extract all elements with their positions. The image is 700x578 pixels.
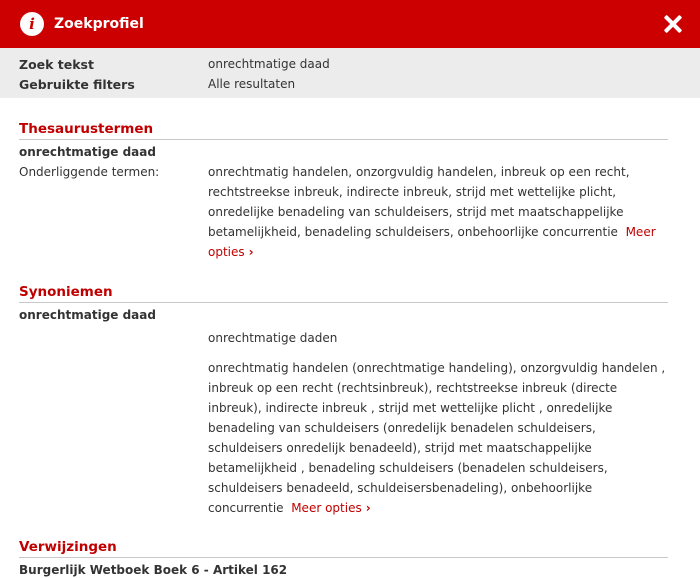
synonyms-list: onrechtmatig handelen (onrechtmatige handeling), onzorgvuldig handelen , inbreuk op een recht (rechtsinbreuk), rechtstreekse inbreuk (directe inbreuk), indirecte inbreuk , strijd met wettelijke plicht , onredelijke benadeling van schuldeisers (onredelijk benadelen schuldeisers, schuldeisers onredelijk benadeeld), strijd met maatschappelijke betamelijkheid , benadeling schuldeisers (benadelen schuldeisers, schuldeisers benadeeld, schuldeisersbenadeling), onbehoorlijke concurrentie (208, 361, 666, 515)
synonyms-line2 (208, 358, 668, 518)
filters-label: Gebruikte filters (19, 76, 135, 92)
synonyms-more-options-link[interactable] (291, 501, 370, 515)
search-text-value: onrechtmatige daad (208, 57, 330, 71)
thesaurus-term: onrechtmatige daad (19, 145, 156, 159)
subterms-list: onrechtmatig handelen, onzorgvuldig handelen, inbreuk op een recht, rechtstreekse inbreuk, indirecte inbreuk, strijd met wettelijke plicht, onredelijke benadeling van schuldeisers, strijd met maatschappelijke betamelijkheid, benadeling schuldeisers, onbehoorlijke concurrentie (208, 165, 630, 239)
synonyms-line2-row (19, 358, 668, 518)
thesaurus-subterms-row (19, 162, 668, 262)
reference-item[interactable]: Burgerlijk Wetboek Boek 6 - Artikel 162 (19, 563, 288, 577)
filters-value: Alle resultaten (208, 77, 296, 91)
synonyms-line1-row (19, 328, 668, 348)
synonyms-line1: onrechtmatige daden (208, 331, 338, 345)
chevron-right-icon: › (248, 245, 254, 259)
dialog-header (0, 0, 700, 48)
subterms-label: Onderliggende termen: (19, 165, 160, 179)
profile-row-search-text (0, 48, 700, 74)
profile-row-filters (0, 74, 700, 94)
references-title: Verwijzingen (19, 538, 668, 558)
thesaurus-title: Thesaurustermen (19, 120, 668, 140)
synonyms-title: Synoniemen (19, 283, 668, 303)
synonyms-section (19, 283, 668, 518)
info-icon: i (20, 12, 44, 36)
synonyms-term: onrechtmatige daad (19, 308, 156, 322)
thesaurus-section (19, 120, 668, 262)
more-options-label: Meer opties (208, 225, 656, 259)
dialog-title: Zoekprofiel (54, 16, 144, 32)
search-text-label: Zoek tekst (19, 56, 94, 72)
chevron-right-icon: › (365, 501, 371, 515)
references-section (19, 538, 668, 578)
subterms-text (208, 162, 668, 262)
more-options-label: Meer opties (291, 501, 362, 515)
close-icon[interactable] (662, 13, 684, 35)
search-profile (0, 48, 700, 98)
